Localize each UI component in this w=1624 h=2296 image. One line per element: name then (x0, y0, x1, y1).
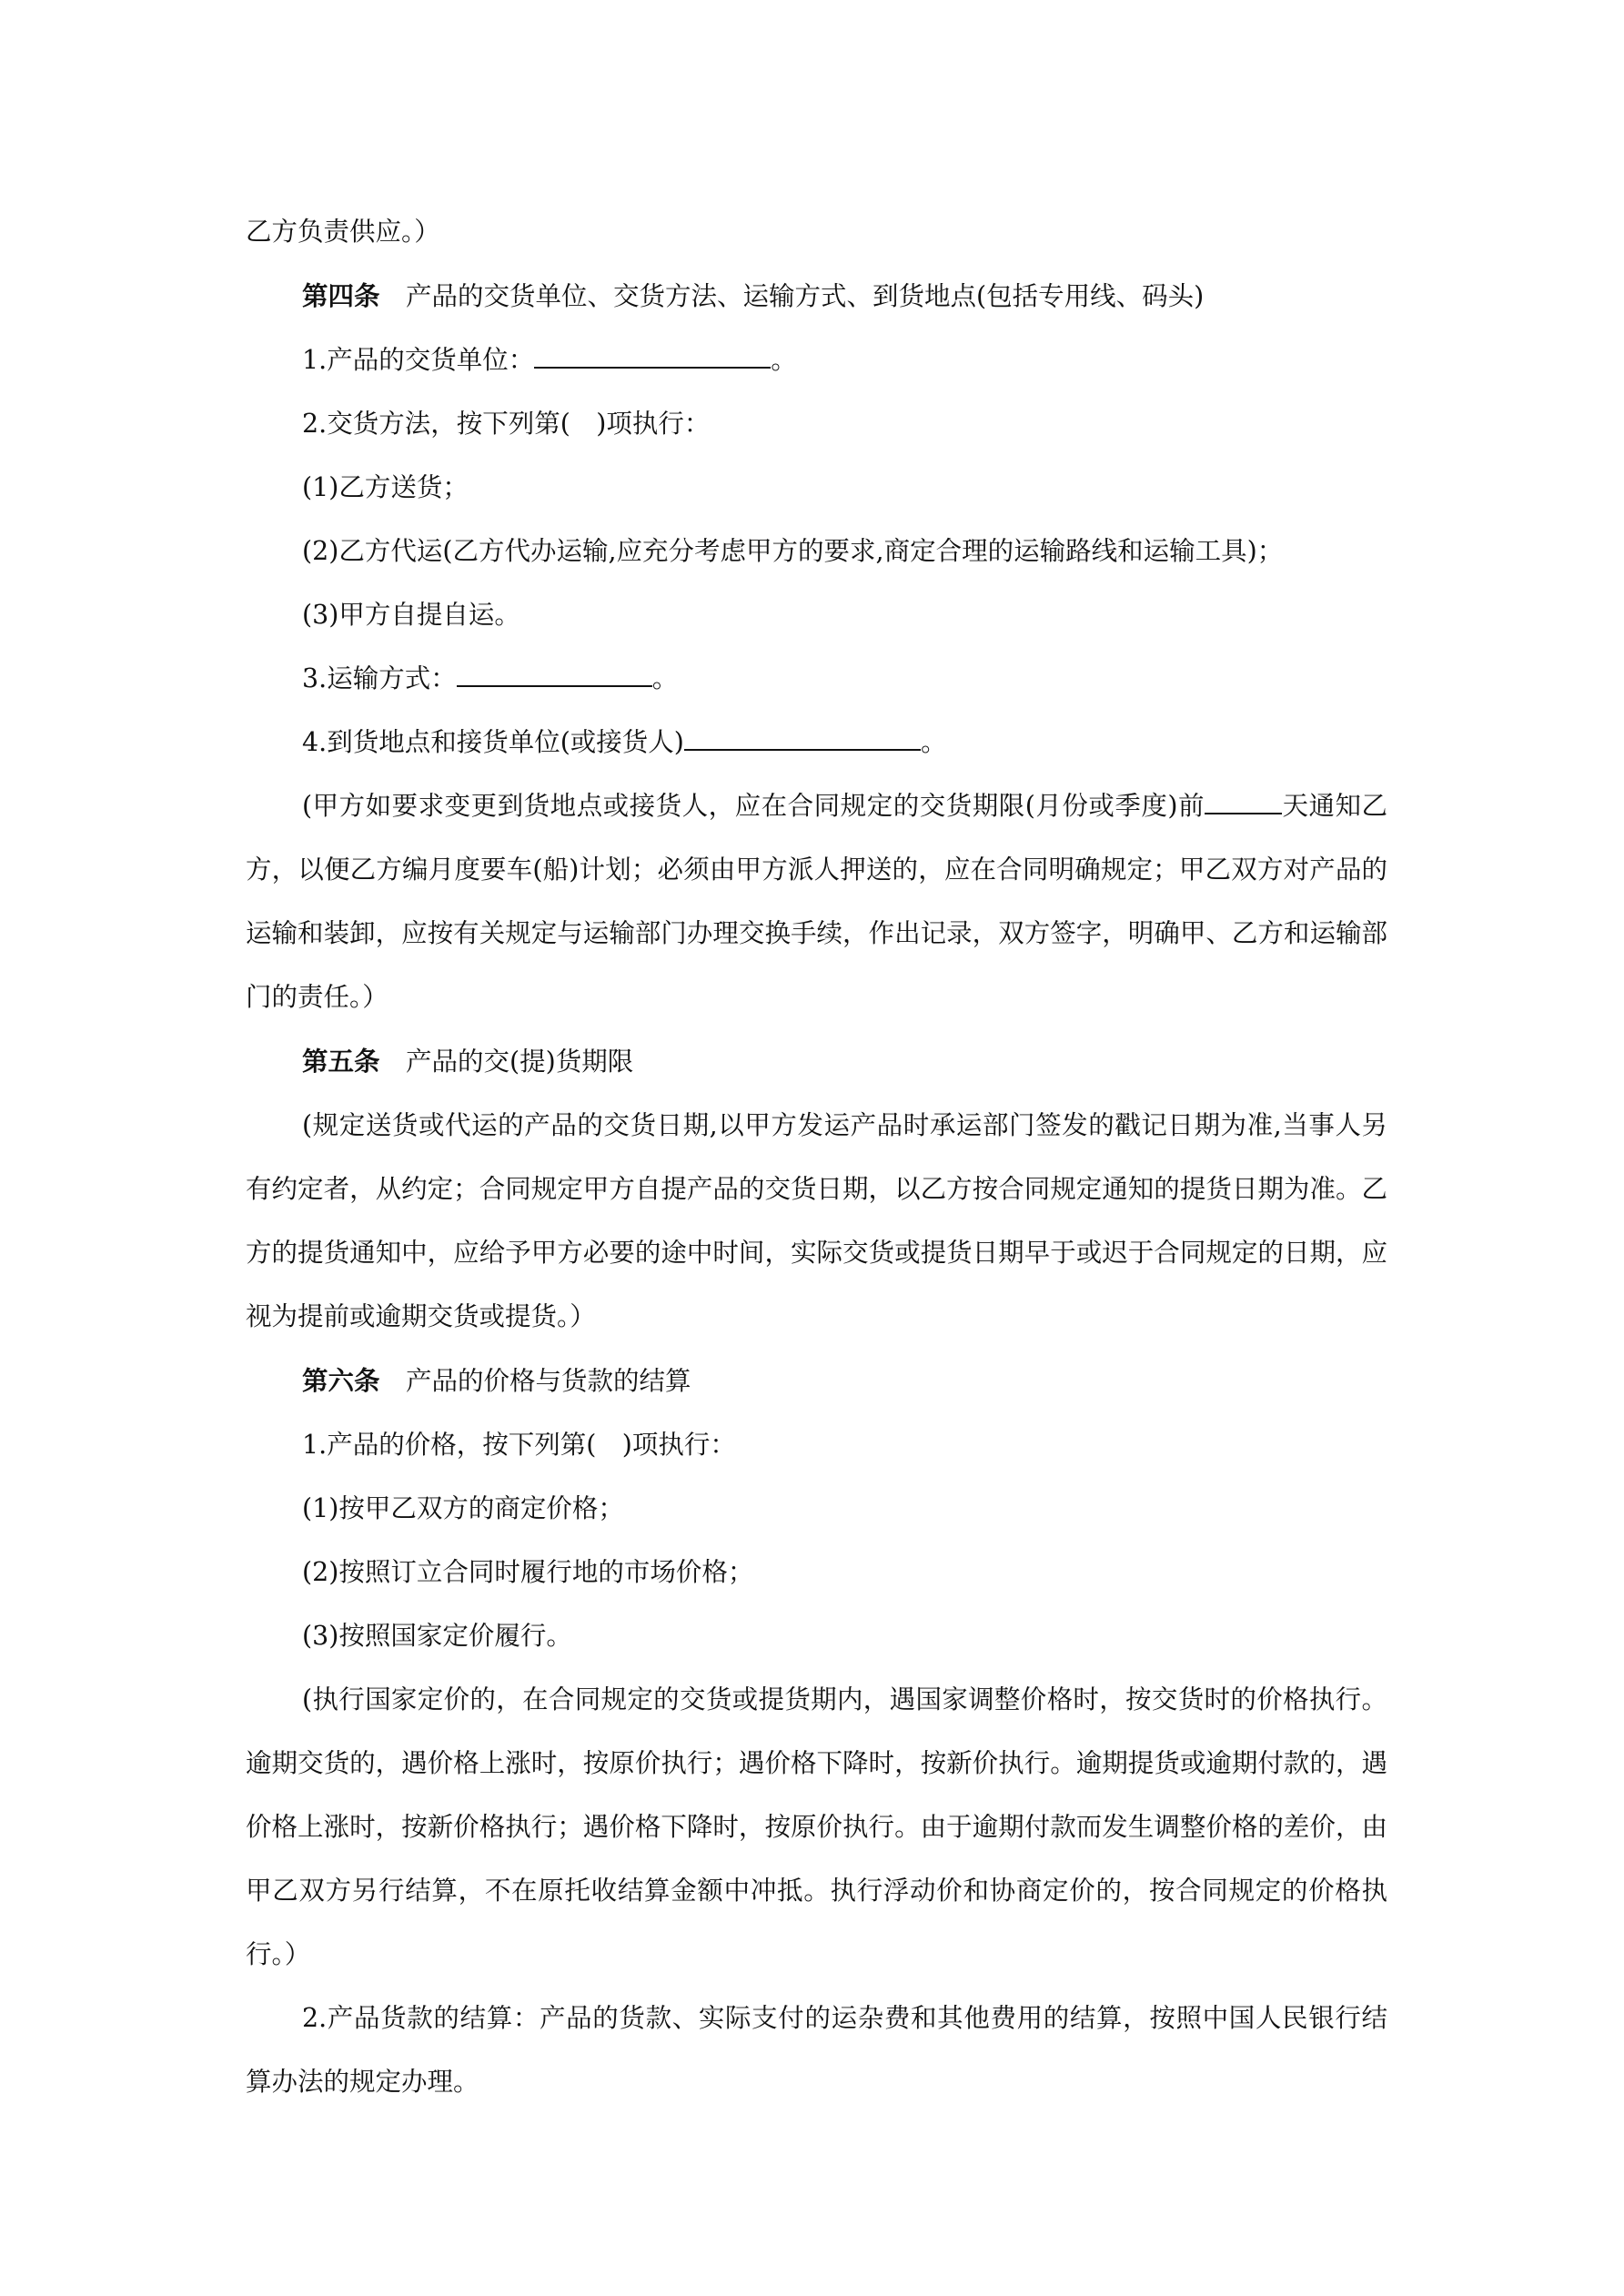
article-6-note (246, 1668, 1387, 1987)
clause-6-1-3 (246, 1604, 1387, 1668)
clause-6-1-2 (246, 1541, 1387, 1604)
clause-text: 2.交货方法，按下列第( )项执行： (302, 409, 711, 439)
article-4-heading (246, 264, 1387, 329)
article-title: 产品的交货单位、交货方法、运输方式、到货地点(包括专用线、码头) (406, 281, 1205, 311)
fill-in-blank[interactable] (1205, 787, 1282, 814)
clause-4-2 (246, 392, 1387, 456)
continued-paragraph (246, 200, 1387, 264)
clause-text: (1)按甲乙双方的商定价格； (302, 1493, 624, 1523)
clause-text-end: 。 (771, 345, 797, 375)
article-5-note (246, 1094, 1387, 1349)
article-number: 第六条 (302, 1365, 380, 1396)
note-text: (执行国家定价的，在合同规定的交货或提货期内，遇国家调整价格时，按交货时的价格执行。逾期交货的，遇价格上涨时，按原价执行；遇价格下降时，按新价执行。逾期提货或逾期付款的，遇价格上涨时，按新价格执行；遇价格下降时，按原价执行。由于逾期付款而发生调整价格的差价，由甲乙双方另行结算，不在原托收结算金额中冲抵。执行浮动价和协商定价的，按合同规定的价格执行。） (246, 1684, 1387, 1969)
clause-text-end: 。 (920, 727, 947, 757)
note-text: (规定送货或代运的产品的交货日期,以甲方发运产品时承运部门签发的戳记日期为准,当事人另有约定者，从约定；合同规定甲方自提产品的交货日期，以乙方按合同规定通知的提货日期为准。乙方的提货通知中，应给予甲方必要的途中时间，实际交货或提货日期早于或迟于合同规定的日期，应视为提前或逾期交货或提货。） (246, 1110, 1387, 1331)
clause-6-1-1 (246, 1477, 1387, 1541)
fill-in-blank[interactable] (534, 341, 771, 369)
clause-4-2-2 (246, 520, 1387, 583)
text-line: 乙方负责供应。） (246, 217, 440, 247)
note-text: (甲方如要求变更到货地点或接货人，应在合同规定的交货期限(月份或季度)前 (302, 791, 1205, 821)
document-body (246, 200, 1387, 2114)
clause-text: (2)按照订立合同时履行地的市场价格； (302, 1557, 754, 1587)
clause-text: 1.产品的价格，按下列第( )项执行： (302, 1430, 736, 1460)
clause-text: 4.到货地点和接货单位(或接货人) (302, 727, 684, 757)
clause-text: 1.产品的交货单位： (302, 345, 535, 375)
note-text: 天通知乙方，以便乙方编月度要车(船)计划；必须由甲方派人押送的，应在合同明确规定；甲乙双方对产品的运输和装卸，应按有关规定与运输部门办理交换手续，作出记录，双方签字，明确甲、乙方和运输部门的责任。） (246, 791, 1387, 1012)
article-number: 第五条 (302, 1046, 380, 1077)
fill-in-blank[interactable] (457, 660, 652, 687)
clause-4-4 (246, 711, 1387, 774)
clause-6-1 (246, 1413, 1387, 1477)
clause-text-end: 。 (651, 663, 679, 693)
article-title: 产品的价格与货款的结算 (406, 1366, 691, 1396)
fill-in-blank[interactable] (684, 723, 921, 751)
article-5-heading (246, 1029, 1387, 1094)
clause-text: (2)乙方代运(乙方代办运输,应充分考虑甲方的要求,商定合理的运输路线和运输工具)； (302, 536, 1284, 566)
clause-4-3 (246, 647, 1387, 711)
clause-text: 2.产品货款的结算：产品的货款、实际支付的运杂费和其他费用的结算，按照中国人民银行结算办法的规定办理。 (246, 2003, 1387, 2097)
article-number: 第四条 (302, 280, 380, 311)
clause-4-2-1 (246, 456, 1387, 520)
clause-6-2 (246, 1987, 1387, 2114)
clause-text: (1)乙方送货； (302, 472, 469, 502)
article-title: 产品的交(提)货期限 (406, 1047, 634, 1077)
clause-text: (3)甲方自提自运。 (302, 600, 520, 630)
clause-text: (3)按照国家定价履行。 (302, 1621, 572, 1651)
article-4-note (246, 774, 1387, 1029)
article-6-heading (246, 1349, 1387, 1413)
clause-4-1 (246, 329, 1387, 392)
clause-text: 3.运输方式： (302, 663, 457, 693)
clause-4-2-3 (246, 583, 1387, 647)
